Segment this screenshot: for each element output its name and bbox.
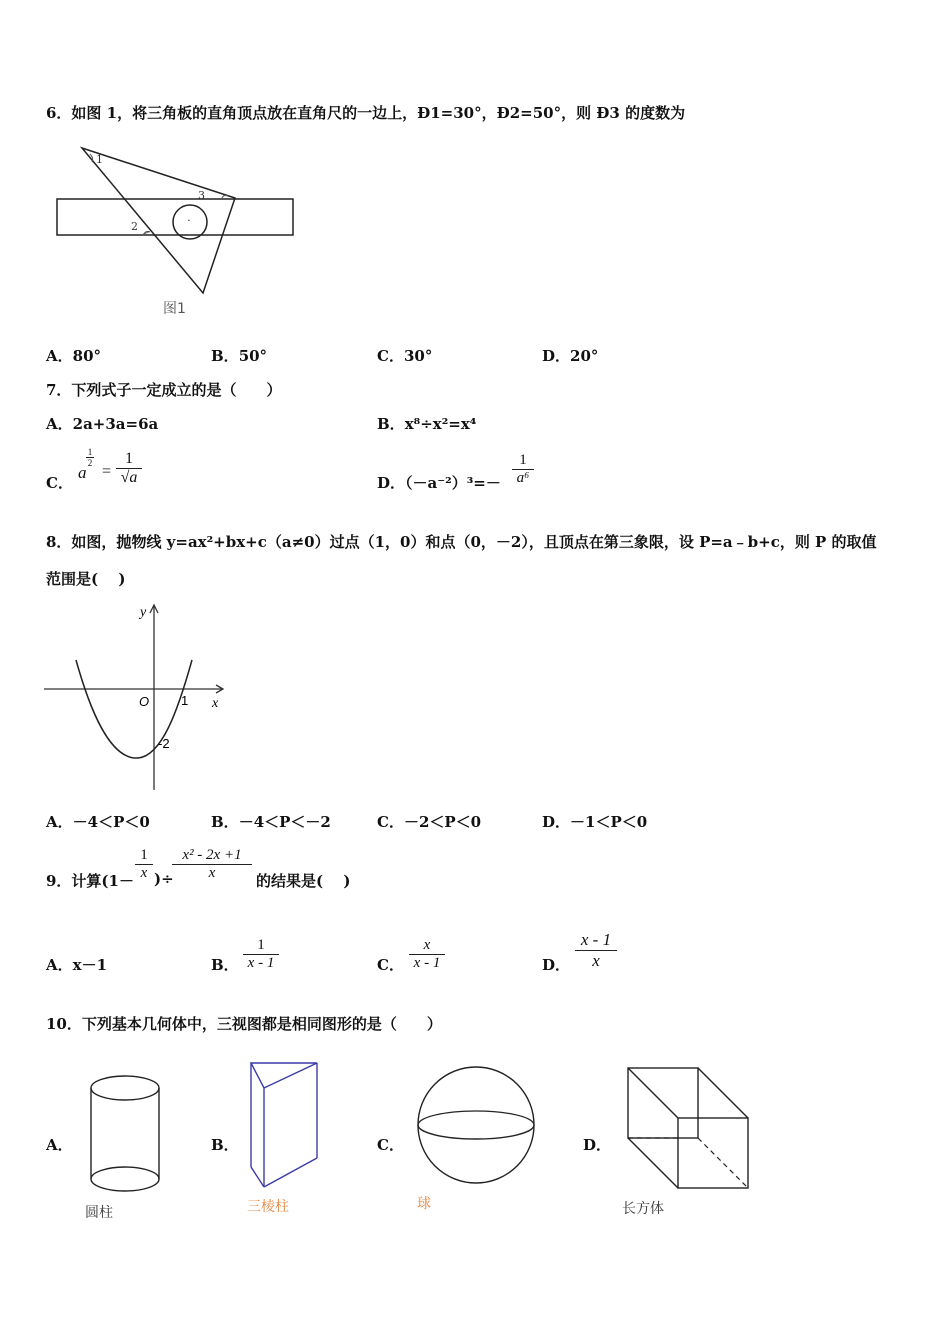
q10-option-b[interactable]: B． <box>211 1136 239 1154</box>
angle-label-1: 1 <box>96 153 103 166</box>
q9-option-d-frac: x - 1 x <box>575 930 617 971</box>
q10-option-d[interactable]: D． <box>583 1136 612 1154</box>
q6-option-d[interactable]: D．20° <box>542 347 599 365</box>
q10-option-a[interactable]: A． <box>46 1136 73 1154</box>
q7-stem: 7．下列式子一定成立的是（ ） <box>46 381 282 399</box>
q9-option-a[interactable]: A．x－1 <box>46 956 108 974</box>
angle-label-3: 3 <box>198 189 205 202</box>
y-axis-label: y <box>140 605 147 620</box>
q9-option-c-frac: x x - 1 <box>409 937 445 972</box>
q6-option-c[interactable]: C．30° <box>377 347 433 365</box>
center-dot: · <box>187 216 191 227</box>
parabola-graph <box>40 600 240 795</box>
q7-option-d-frac: 1 a⁶ <box>512 452 534 487</box>
q7-option-c-expr: a 1 2 = 1 √a <box>78 447 158 497</box>
q9-option-c-letter[interactable]: C． <box>377 956 404 974</box>
q8-option-d[interactable]: D．－1＜P＜0 <box>542 813 648 831</box>
cylinder-figure <box>88 1073 164 1198</box>
q9-stem-suffix: 的结果是( ) <box>256 872 351 890</box>
sphere-figure <box>416 1065 540 1189</box>
q9-option-b-letter[interactable]: B． <box>211 956 239 974</box>
q7-option-a[interactable]: A．2a+3a=6a <box>46 415 159 433</box>
triangle-ruler <box>82 148 235 293</box>
q9-frac1: 1 x <box>135 847 153 882</box>
q7-option-d-letter[interactable]: D．（－a⁻²）³=－ <box>377 474 501 492</box>
caption-sphere: 球 <box>417 1196 431 1212</box>
angle-label-2: 2 <box>131 220 138 233</box>
q10-stem: 10．下列基本几何体中，三视图都是相同图形的是（ ） <box>46 1015 442 1033</box>
caption-cuboid: 长方体 <box>622 1201 664 1217</box>
q8-option-b[interactable]: B．－4＜P＜－2 <box>211 813 331 831</box>
q6-stem: 6．如图 1，将三角板的直角顶点放在直角尺的一边上，Ð1=30°，Ð2=50°，则 Ð3 的度数为 <box>46 104 686 122</box>
q8-option-a[interactable]: A．－4＜P＜0 <box>46 813 150 831</box>
origin-label: O <box>139 694 150 709</box>
caption-prism: 三棱柱 <box>247 1199 289 1215</box>
parabola-curve <box>76 660 192 758</box>
x-intercept-label: 1 <box>181 693 189 708</box>
q9-option-d-letter[interactable]: D． <box>542 956 571 974</box>
y-intercept-label: -2 <box>158 736 170 751</box>
q7-option-c-letter[interactable]: C． <box>46 474 73 492</box>
q9-option-b-frac: 1 x - 1 <box>243 937 279 972</box>
q9-stem-prefix: 9．计算(1－ <box>46 872 134 890</box>
q9-stem-mid: )÷ <box>154 870 174 888</box>
q9-frac2: x² - 2x +1 x <box>172 847 252 882</box>
x-axis-label: x <box>212 696 219 711</box>
q8-option-c[interactable]: C．－2＜P＜0 <box>377 813 482 831</box>
q10-option-c[interactable]: C． <box>377 1136 404 1154</box>
prism-figure <box>248 1060 322 1190</box>
figure-caption: 图1 <box>163 301 186 317</box>
q8-stem-line2: 范围是( ) <box>46 570 126 588</box>
caption-cylinder: 圆柱 <box>85 1205 113 1221</box>
q6-option-b[interactable]: B．50° <box>211 347 268 365</box>
q8-stem-line1: 8．如图，抛物线 y=ax²+bx+c（a≠0）过点（1，0）和点（0，－2），且顶点在第三象限，设 P=a﹣b+c，则 P 的取值 <box>46 533 877 551</box>
q6-option-a[interactable]: A．80° <box>46 347 102 365</box>
q7-option-b[interactable]: B．x⁸÷x²=x⁴ <box>377 415 477 433</box>
cuboid-figure <box>624 1065 754 1195</box>
